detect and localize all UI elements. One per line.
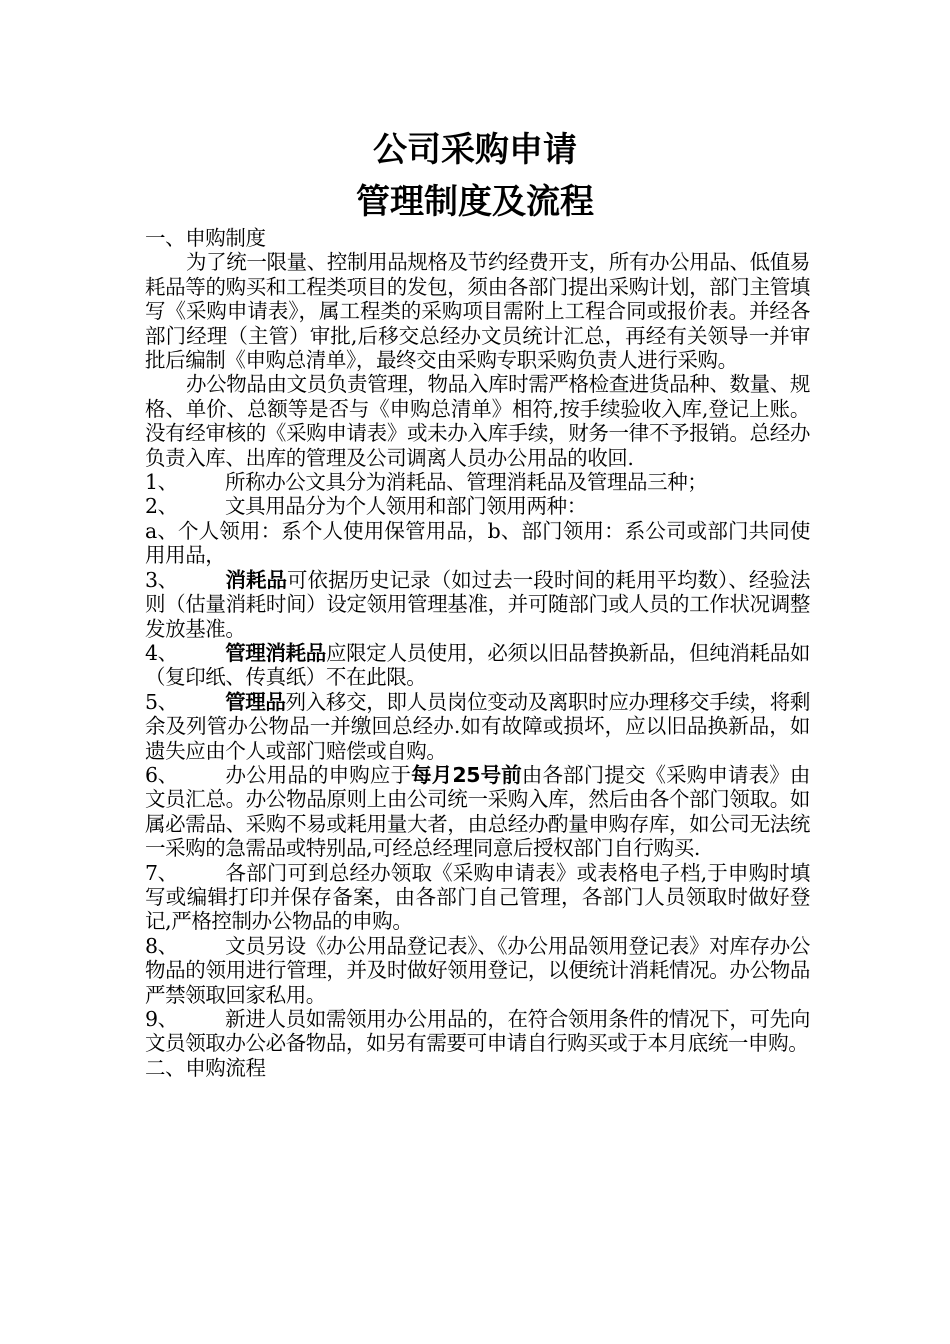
item-number: 1、 [145,470,178,495]
list-item-3 [145,568,810,641]
doc-title-line1: 公司采购申请 [373,130,577,170]
item-text-after: 由各部门提交《采购申请表》由文员汇总。办公物品原则上由公司统一采购入库，然后由各个部门领取。如属必需品、采购不易或耗用量大者，由总经办酌量申购存库，如公司无法统一采购的急需品或特别品,可经总经理同意后授权部门自行购买. [145,762,810,861]
item-number: 4、 [145,640,178,665]
item-number: 3、 [145,567,178,592]
doc-body [145,226,810,1080]
section-heading-1: 一、申购制度 [145,226,266,250]
list-item-2-detail [145,519,810,568]
item-text-pre: 办公用品的申购应于 [225,762,412,787]
list-item-8 [145,934,810,1007]
item-number: 9、 [145,1007,178,1031]
item-text: 所称办公文具分为消耗品、管理消耗品及管理品三种； [225,470,708,495]
item-number: 7、 [145,860,178,885]
section-heading-2: 二、申购流程 [145,1055,266,1080]
item-number: 6、 [145,762,178,787]
item-bold-term: 每月25号前 [411,762,522,787]
list-item-9 [145,1007,810,1056]
item-bold-term: 消耗品 [225,567,288,592]
item-number: 8、 [145,933,178,958]
item-text: a、个人领用：系个人使用保管用品，b、部门领用：系公司或部门共同使用用品， [145,518,810,568]
item-text: 列入移交，即人员岗位变动及离职时应办理移交手续，将剩余及列管办公物品一并缴回总经办.如有故障或损坏，应以旧品换新品，如遗失应由个人或部门赔偿或自购。 [145,689,810,763]
item-bold-term: 管理消耗品 [225,640,326,665]
item-text: 可依据历史记录（如过去一段时间的耗用平均数）、经验法则（估量消耗时间）设定领用管理基准，并可随部门或人员的工作状况调整发放基准。 [145,567,810,641]
paragraph-2: 办公物品由文员负责管理，物品入库时需严格检查进货品种、数量、规格、单价、总额等是否与《申购总清单》相符,按手续验收入库,登记上账。没有经审核的《采购申请表》或未办入库手续，财务一律不予报销。总经办负责入库、出库的管理及公司调离人员办公用品的收回. [145,372,810,470]
list-item-5 [145,690,810,763]
item-text: 应限定人员使用，必须以旧品替换新品，但纯消耗品如（复印纸、传真纸）不在此限。 [145,640,810,690]
list-item-2 [145,494,810,518]
list-item-7 [145,861,810,934]
item-text: 文员另设《办公用品登记表》、《办公用品领用登记表》对库存办公物品的领用进行管理，并及时做好领用登记，以便统计消耗情况。办公物品严禁领取回家私用。 [145,933,810,1007]
item-text: 各部门可到总经办领取《采购申请表》或表格电子档,于申购时填写或编辑打印并保存备案，由各部门自己管理，各部门人员领取时做好登记,严格控制办公物品的申购。 [145,860,810,934]
paragraph-1: 为了统一限量、控制用品规格及节约经费开支，所有办公用品、低值易耗品等的购买和工程类项目的发包，须由各部门提出采购计划，部门主管填写《采购申请表》，属工程类的采购项目需附上工程合同或报价表。并经各部门经理（主管）审批,后移交总经办文员统计汇总，再经有关领导一并审批后编制《申购总清单》，最终交由采购专职采购负责人进行采购。 [145,250,810,373]
item-number: 5、 [145,689,178,714]
list-item-4 [145,641,810,690]
item-number: 2、 [145,494,178,519]
list-item-6 [145,763,810,861]
item-bold-term: 管理品 [225,689,286,714]
list-item-1 [145,470,810,494]
doc-title-line2: 管理制度及流程 [356,182,594,222]
item-text: 新进人员如需领用办公用品的，在符合领用条件的情况下，可先向文员领取办公必备物品，如另有需要可申请自行购买或于本月底统一申购。 [145,1007,810,1056]
item-text: 文具用品分为个人领用和部门领用两种： [225,494,587,519]
